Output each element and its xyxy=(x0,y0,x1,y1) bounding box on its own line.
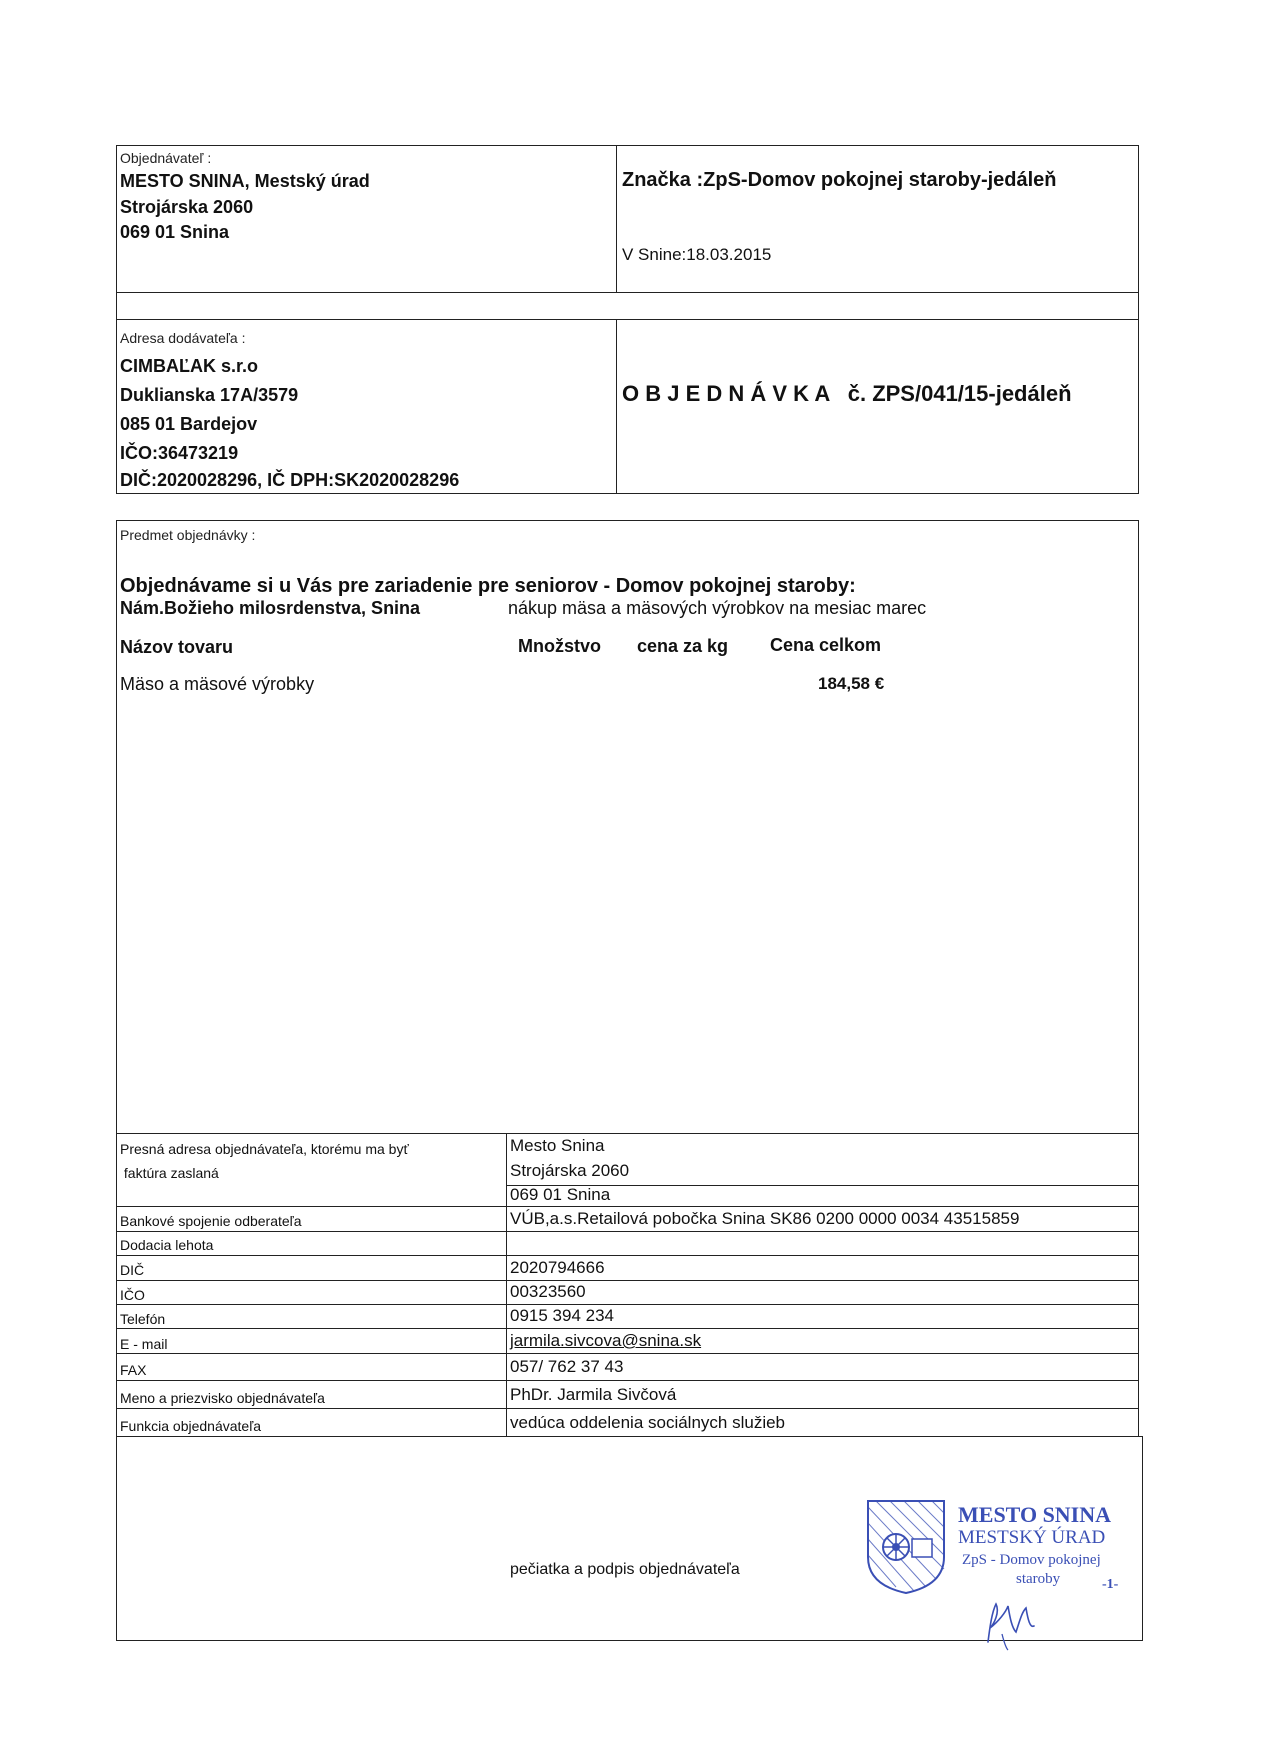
phone-label: Telefón xyxy=(120,1311,166,1327)
col-total-header: Cena celkom xyxy=(770,635,882,655)
email-label: E - mail xyxy=(120,1336,168,1352)
subject-intro: Objednávame si u Vás pre zariadenie pre seniorov - Domov pokojnej staroby: xyxy=(120,575,856,597)
row-sep xyxy=(116,1328,1139,1329)
details-divider xyxy=(506,1133,507,1437)
phone-value: 0915 394 234 xyxy=(510,1306,614,1325)
row-sep xyxy=(116,1231,1139,1232)
invoice-value-line3: 069 01 Snina xyxy=(510,1185,611,1204)
stamp-line3: ZpS - Domov pokojnej xyxy=(962,1552,1101,1568)
row-sep xyxy=(116,1380,1139,1381)
row-sep xyxy=(116,1280,1139,1281)
dic-label: DIČ xyxy=(120,1262,145,1278)
row-sep xyxy=(506,1185,1139,1186)
supplier-city: 085 01 Bardejov xyxy=(120,414,258,434)
order-mark: Značka :ZpS-Domov pokojnej staroby-jedáleň xyxy=(622,169,1057,191)
function-label: Funkcia objednávateľa xyxy=(120,1418,262,1434)
delivery-label: Dodacia lehota xyxy=(120,1237,214,1253)
supplier-divider xyxy=(616,319,617,494)
supplier-street: Duklianska 17A/3579 xyxy=(120,385,299,405)
supplier-ico: IČO:36473219 xyxy=(120,443,239,463)
row-sep xyxy=(116,1408,1139,1409)
col-qty-header: Množstvo xyxy=(518,636,601,656)
row-sep xyxy=(116,1206,1139,1207)
ico-value: 00323560 xyxy=(510,1282,586,1301)
ico-label: IČO xyxy=(120,1287,145,1303)
orderer-name: MESTO SNINA, Mestský úrad xyxy=(120,171,370,191)
dic-value: 2020794666 xyxy=(510,1258,605,1277)
stamp-number: -1- xyxy=(1102,1577,1119,1592)
coat-of-arms-icon xyxy=(866,1499,946,1595)
col-name-header: Názov tovaru xyxy=(120,637,234,657)
signature-caption: pečiatka a podpis objednávateľa xyxy=(510,1561,740,1578)
item-row-total: 184,58 € xyxy=(818,674,885,693)
bank-label: Bankové spojenie odberateľa xyxy=(120,1213,302,1229)
bank-value: VÚB,a.s.Retailová pobočka Snina SK86 0200 0000 0034 43515859 xyxy=(510,1209,1020,1228)
place-date: V Snine:18.03.2015 xyxy=(622,245,772,264)
stamp-line1: MESTO SNINA xyxy=(958,1502,1112,1527)
orderer-city: 069 01 Snina xyxy=(120,222,230,242)
email-link[interactable]: jarmila.sivcova@snina.sk xyxy=(510,1331,702,1350)
handwritten-signature xyxy=(972,1582,1062,1652)
function-value: vedúca oddelenia sociálnych služieb xyxy=(510,1413,786,1432)
person-name-value: PhDr. Jarmila Sivčová xyxy=(510,1385,677,1404)
orderer-street: Strojárska 2060 xyxy=(120,197,254,217)
row-sep xyxy=(116,1304,1139,1305)
row-sep xyxy=(116,1255,1139,1256)
fax-value: 057/ 762 37 43 xyxy=(510,1357,624,1376)
row-sep xyxy=(116,1353,1139,1354)
supplier-label: Adresa dodávateľa : xyxy=(120,330,246,346)
header-box xyxy=(116,145,1139,293)
subject-label: Predmet objednávky : xyxy=(120,527,256,543)
supplier-dic: DIČ:2020028296, IČ DPH:SK2020028296 xyxy=(120,470,460,490)
supplier-name: CIMBAĽAK s.r.o xyxy=(120,356,259,376)
invoice-value-line2: Strojárska 2060 xyxy=(510,1161,630,1180)
invoice-label-line1: Presná adresa objednávateľa, ktorému ma byť xyxy=(120,1141,409,1157)
stamp-line4: staroby xyxy=(1016,1571,1061,1587)
order-title: O B J E D N Á V K A č. ZPS/041/15-jedáleň xyxy=(622,381,1072,406)
invoice-value-line1: Mesto Snina xyxy=(510,1136,605,1155)
fax-label: FAX xyxy=(120,1362,147,1378)
person-name-label: Meno a priezvisko objednávateľa xyxy=(120,1390,325,1406)
spacer-row xyxy=(116,292,1139,320)
col-price-header: cena za kg xyxy=(637,636,729,656)
stamp-line2: MESTSKÝ ÚRAD xyxy=(958,1527,1106,1548)
header-divider xyxy=(616,145,617,293)
subject-purpose: nákup mäsa a mäsových výrobkov na mesiac marec xyxy=(508,598,927,618)
item-row-name: Mäso a mäsové výrobky xyxy=(120,674,315,694)
subject-address: Nám.Božieho milosrdenstva, Snina xyxy=(120,598,421,618)
invoice-label-line2: faktúra zaslaná xyxy=(120,1165,219,1181)
orderer-label: Objednávateľ : xyxy=(120,150,212,166)
